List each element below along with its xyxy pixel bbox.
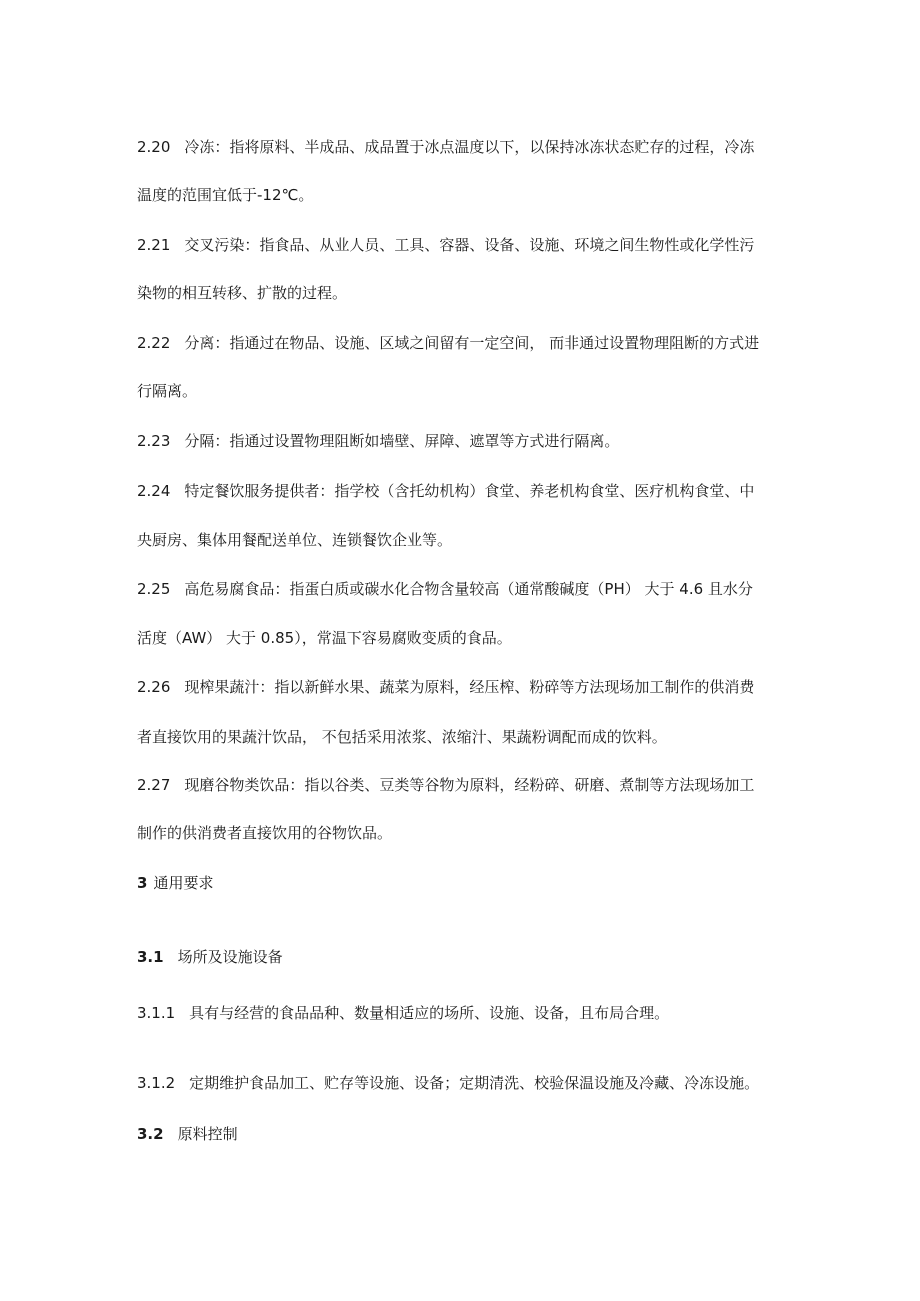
clause-text: 分隔：指通过设置物理阻断如墙壁、屏障、遮罩等方式进行隔离。 bbox=[184, 432, 620, 450]
clause-text: 者直接饮用的果蔬汁饮品， 不包括采用浓浆、浓缩汁、果蔬粉调配而成的饮料。 bbox=[137, 728, 667, 746]
section-title: 通用要求 bbox=[153, 874, 214, 892]
clause-text: 现榨果蔬汁：指以新鲜水果、蔬菜为原料，经压榨、粉碎等方法现场加工制作的供消费 bbox=[184, 678, 755, 696]
section-title: 原料控制 bbox=[177, 1125, 238, 1143]
clause-text: 定期维护食品加工、贮存等设施、设备；定期清洗、校验保温设施及冷藏、冷冻设施。 bbox=[189, 1074, 760, 1092]
clause-2-26 bbox=[137, 677, 754, 697]
clause-2-21 bbox=[137, 235, 754, 255]
clause-3-1-1 bbox=[137, 1003, 669, 1023]
clause-continuation bbox=[137, 823, 392, 843]
section-title: 场所及设施设备 bbox=[177, 948, 283, 966]
clause-text: 染物的相互转移、扩散的过程。 bbox=[137, 284, 348, 302]
clause-text: 分离：指通过在物品、设施、区域之间留有一定空间， 而非通过设置物理阻断的方式进 bbox=[184, 334, 760, 352]
section-number: 3.1 bbox=[137, 948, 164, 966]
clause-text: 具有与经营的食品品种、数量相适应的场所、设施、设备，且布局合理。 bbox=[189, 1004, 670, 1022]
clause-number: 3.1.2 bbox=[137, 1074, 176, 1092]
clause-continuation bbox=[137, 727, 667, 747]
clause-2-20 bbox=[137, 137, 754, 157]
section-heading-3-2 bbox=[137, 1124, 238, 1144]
clause-2-27 bbox=[137, 775, 754, 795]
clause-continuation bbox=[137, 530, 452, 550]
clause-3-1-2 bbox=[137, 1073, 759, 1093]
clause-number: 2.24 bbox=[137, 482, 171, 500]
clause-continuation bbox=[137, 185, 313, 205]
clause-number: 2.20 bbox=[137, 138, 171, 156]
clause-2-22 bbox=[137, 333, 759, 353]
clause-number: 3.1.1 bbox=[137, 1004, 176, 1022]
clause-number: 2.27 bbox=[137, 776, 171, 794]
clause-2-24 bbox=[137, 481, 754, 501]
clause-text: 现磨谷物类饮品：指以谷类、豆类等谷物为原料，经粉碎、研磨、煮制等方法现场加工 bbox=[184, 776, 755, 794]
section-number: 3 bbox=[137, 874, 148, 892]
clause-text: 行隔离。 bbox=[137, 382, 198, 400]
clause-text: 冷冻：指将原料、半成品、成品置于冰点温度以下，以保持冰冻状态贮存的过程，冷冻 bbox=[184, 138, 755, 156]
clause-text: 活度（AW） 大于 0.85），常温下容易腐败变质的食品。 bbox=[137, 629, 512, 647]
clause-number: 2.21 bbox=[137, 236, 171, 254]
clause-text: 交叉污染：指食品、从业人员、工具、容器、设备、设施、环境之间生物性或化学性污 bbox=[184, 236, 755, 254]
clause-continuation bbox=[137, 628, 512, 648]
section-number: 3.2 bbox=[137, 1125, 164, 1143]
clause-number: 2.23 bbox=[137, 432, 171, 450]
clause-text: 央厨房、集体用餐配送单位、连锁餐饮企业等。 bbox=[137, 531, 453, 549]
clause-continuation bbox=[137, 283, 347, 303]
section-heading-3 bbox=[137, 873, 213, 893]
clause-text: 温度的范围宜低于-12℃。 bbox=[137, 186, 314, 204]
clause-number: 2.25 bbox=[137, 580, 171, 598]
clause-text: 特定餐饮服务提供者：指学校（含托幼机构）食堂、养老机构食堂、医疗机构食堂、中 bbox=[184, 482, 755, 500]
clause-number: 2.26 bbox=[137, 678, 171, 696]
clause-text: 制作的供消费者直接饮用的谷物饮品。 bbox=[137, 824, 393, 842]
section-heading-3-1 bbox=[137, 947, 283, 967]
clause-2-23 bbox=[137, 431, 619, 451]
clause-text: 高危易腐食品：指蛋白质或碳水化合物含量较高（通常酸碱度（PH） 大于 4.6 且水分 bbox=[184, 580, 753, 598]
clause-2-25 bbox=[137, 579, 753, 599]
clause-continuation bbox=[137, 381, 197, 401]
clause-number: 2.22 bbox=[137, 334, 171, 352]
